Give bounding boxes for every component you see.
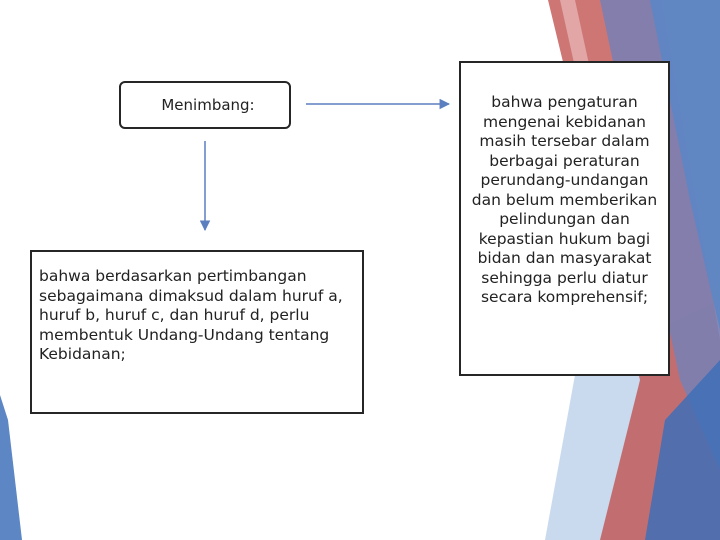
consideration-box xyxy=(119,81,291,129)
left-statement-line: bahwa berdasarkan pertimbangan xyxy=(39,267,307,285)
right-statement-line: bahwa pengaturan xyxy=(491,93,638,111)
right-statement-line: mengenai kebidanan xyxy=(483,112,646,131)
right-statement-box xyxy=(459,61,670,376)
right-statement-line: bidan dan masyarakat xyxy=(477,249,652,267)
right-statement-line: masih tersebar dalam xyxy=(479,132,650,150)
left-statement-line: huruf b, huruf c, dan huruf d, perlu xyxy=(39,306,310,324)
left-statement-box xyxy=(30,250,364,414)
left-statement-line: Kebidanan; xyxy=(39,345,126,363)
right-statement-line: perundang-undangan xyxy=(480,171,649,189)
right-statement-line: kepastian hukum bagi xyxy=(478,229,651,248)
right-statement-line: secara komprehensif; xyxy=(480,288,649,306)
consideration-label: Menimbang: xyxy=(161,96,255,114)
right-statement-line: pelindungan dan xyxy=(499,210,630,228)
left-statement-line: membentuk Undang-Undang tentang xyxy=(39,325,330,344)
right-statement-line: berbagai peraturan xyxy=(489,151,640,170)
left-statement-line: sebagaimana dimaksud dalam huruf a, xyxy=(39,286,343,305)
right-statement-line: sehingga perlu diatur xyxy=(481,268,648,287)
right-statement-line: dan belum memberikan xyxy=(471,190,658,209)
